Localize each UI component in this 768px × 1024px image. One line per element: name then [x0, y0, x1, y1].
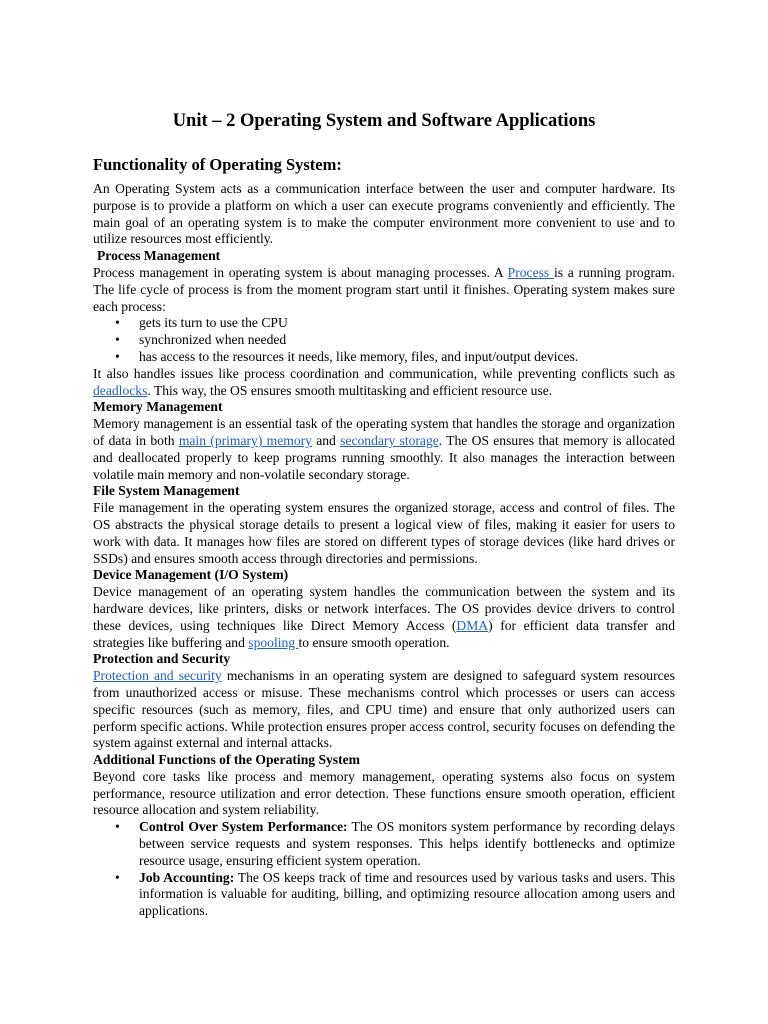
item-label: Job Accounting: — [139, 869, 235, 885]
device-text-c: to ensure smooth operation. — [298, 634, 450, 650]
main-memory-link[interactable]: main (primary) memory — [178, 432, 312, 448]
dma-link[interactable]: DMA — [456, 617, 489, 633]
process-paragraph — [93, 265, 675, 315]
memory-text-c: . The OS ensures that memory is allocated and deallocated properly to keep programs running smoothly. It also manages the interaction between volatile main memory and non-volatile secondary storage. — [93, 432, 675, 482]
section-title: Functionality of Operating System: — [93, 155, 342, 174]
device-text-b: ) for efficient data transfer and strategies like buffering and — [93, 617, 676, 650]
device-management-heading: Device Management (I/O System) — [93, 567, 289, 583]
item-label: Control Over System Performance: — [139, 819, 348, 835]
device-paragraph — [93, 584, 675, 651]
list-item: • has access to the resources it needs, like memory, files, and input/output devices. — [139, 349, 675, 366]
process2-text-b: . This way, the OS ensures smooth multitasking and efficient resource use. — [147, 382, 553, 398]
process-paragraph-2 — [93, 366, 675, 400]
additional-functions-heading: Additional Functions of the Operating System — [93, 752, 360, 768]
spooling-link[interactable]: spooling — [248, 634, 299, 650]
memory-management-heading: Memory Management — [93, 399, 223, 415]
item-text: The OS monitors system performance by recording delays between service requests and system responses. This helps identify bottlenecks and optimize resource usage, ensuring efficient system operation. — [139, 819, 675, 868]
list-item: • synchronized when needed — [139, 332, 675, 349]
list-item — [139, 870, 675, 920]
process-text-b: is a running program. The life cycle of process is from the moment program start until it finishes. Operating system makes sure each process: — [93, 264, 675, 314]
process2-text-a: It also handles issues like process coordination and communication, while preventing conflicts such as — [93, 365, 675, 381]
file-system-paragraph: File management in the operating system ensures the organized storage, access and control of files. The OS abstracts the physical storage details to present a logical view of files, making it easier for users to work with data. It manages how files are stored on different types of storage devices (like hard drives or SSDs) and ensures smooth access through directories and permissions. — [93, 500, 675, 566]
list-item — [139, 819, 675, 869]
device-text-a: Device management of an operating system handles the communication between the system and its hardware devices, like printers, disks or network interfaces. The OS provides device drivers to control these devices, using techniques like Direct Memory Access ( — [93, 584, 675, 633]
memory-text-b: and — [311, 432, 341, 448]
intro-paragraph: An Operating System acts as a communication interface between the user and computer hardware. Its purpose is to provide a platform on which a user can execute programs conveniently and efficiently. The main goal of an operating system is to make the computer environment more convenient to use and to utilize resources most efficiently. — [93, 181, 675, 247]
list-item: • gets its turn to use the CPU — [139, 315, 675, 332]
protection-security-link[interactable]: Protection and security — [93, 668, 222, 684]
deadlocks-link[interactable]: deadlocks — [93, 382, 148, 398]
process-link[interactable]: Process — [507, 264, 554, 280]
process-management-heading: Process Management — [97, 248, 221, 264]
additional-paragraph: Beyond core tasks like process and memory management, operating systems also focus on system performance, resource utilization and error detection. These functions ensure smooth operation, efficient resource allocation and system reliability. — [93, 768, 675, 818]
process-text-a: Process management in operating system is about managing processes. A — [93, 264, 508, 280]
secondary-storage-link[interactable]: secondary storage — [340, 432, 439, 448]
item-text: The OS keeps track of time and resources used by various tasks and users. This information is valuable for auditing, billing, and optimizing resource allocation among users and applications. — [139, 869, 675, 919]
file-system-heading: File System Management — [93, 483, 240, 499]
protection-security-heading: Protection and Security — [93, 651, 231, 667]
protection-paragraph — [93, 668, 675, 752]
document-title: Unit – 2 Operating System and Software Applications — [172, 111, 596, 131]
memory-text-a: Memory management is an essential task of the operating system that handles the storage and organization of data in both — [93, 416, 675, 448]
process-bullet-list — [93, 315, 675, 365]
protection-text: mechanisms in an operating system are designed to safeguard system resources from unauthorized access or misuse. These mechanisms control which processes or users can access specific resources (such as memory, files, and CPU time) and ensure that only authorized users can perform specific actions. While protection ensures proper access control, security focuses on defending the system against external and internal attacks. — [93, 668, 675, 751]
additional-bullet-list — [93, 819, 675, 920]
memory-paragraph — [93, 416, 675, 483]
